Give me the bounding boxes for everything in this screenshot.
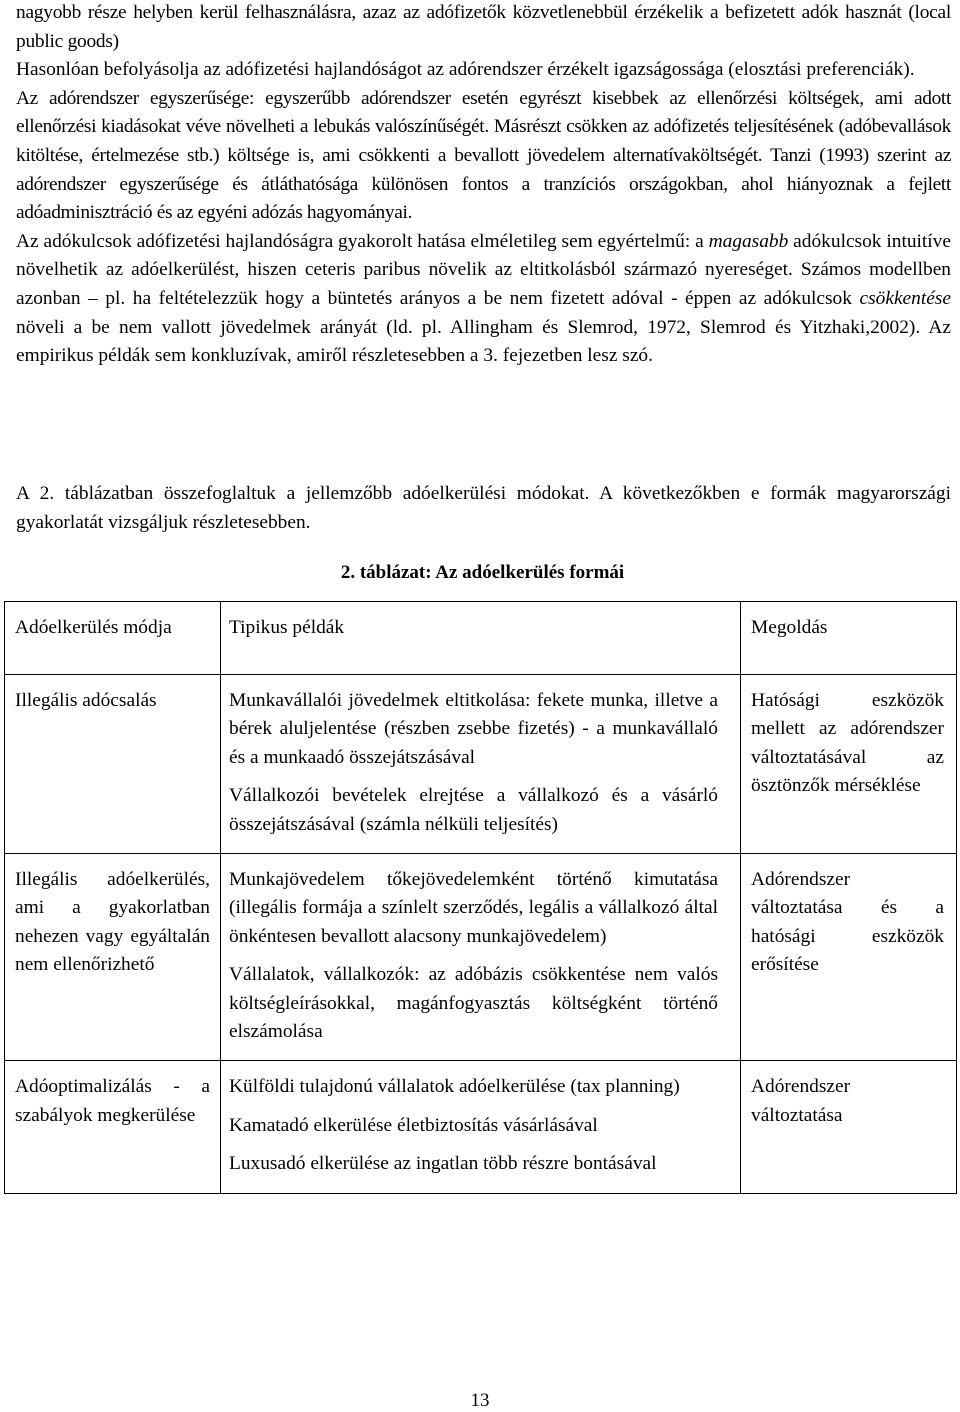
table-cell-mode [5,854,221,1061]
body-text-intro [16,480,951,537]
cell-text: Vállalatok, vállalkozók: az adóbázis csökkentése nem valós költségleírásokkal, magánfogyasztás költségként történő elszámolása [229,964,718,1043]
cell-text: Adórendszer változtatása [751,1076,851,1126]
table-cell-examples [221,675,741,854]
header-cell: Tipikus példák [221,602,741,675]
table-row [5,1061,957,1193]
cell-text: Luxusadó elkerülése az ingatlan több részre bontásával [229,1153,657,1175]
table-cell-solution [741,675,957,854]
cell-text: Illegális adócsalás [15,690,157,711]
table-cell-mode [5,1061,221,1193]
cell-text: Vállalkozói bevételek elrejtése a vállalkozó és a vásárló összejátszásával (számla nélküli teljesítés) [229,785,718,835]
paragraph: nagyobb része helyben kerül felhasználásra, azaz az adófizetők közvetlenebbül érzékelik a befizetett adók hasznát (local public goods) [16,2,951,52]
paragraph: Az adórendszer egyszerűsége: egyszerűbb adórendszer esetén egyrészt kisebbek az ellenőrzési költségek, ami adott ellenőrzési kiadásokat véve növelheti a lebukás valószínűségét. Másrészt csökken az adófizetés teljesítésének (adóbevallások kitöltése, értelmezése stb.) költsége is, ami csökkenti a bevallott jövedelem alternatívaköltségét. Tanzi (1993) szerint az adórendszer egyszerűsége és átláthatósága különösen fontos a tranzíciós országokban, ahol hiányoznak a fejlett adóadminisztráció és az egyéni adózás hagyományai. [16,87,951,224]
text-run: adókulcsok intuitíve növelhetik az adóelkerülést, hiszen ceteris paribus növelik az eltitkolásból származó nyereséget. Számos modellben azonban – pl. ha feltételezzük hogy a büntetés arányos a be nem fizetett adóval - éppen az adókulcsok [16,230,951,309]
table-cell-examples [221,854,741,1061]
paragraph-tax-rates [16,228,951,371]
cell-text: Illegális adóelkerülés, ami a gyakorlatban nehezen vagy egyáltalán nem ellenőrizhető [15,869,210,976]
table-cell-solution [741,1061,957,1193]
cell-text: Munkavállalói jövedelmek eltitkolása: fekete munka, illetve a bérek aluljelentése (részben zsebbe fizetés) - a munkavállaló és a munkaadó összejátszásával [229,690,718,768]
paragraph: A 2. táblázatban összefoglaltuk a jellemzőbb adóelkerülési módokat. A következőkben e formák magyarországi gyakorlatát vizsgáljuk részletesebben. [16,483,951,533]
cell-text: Külföldi tulajdonú vállalatok adóelkerülése (tax planning) [229,1076,680,1098]
table-cell-solution [741,854,957,1061]
table-header-row [5,602,957,675]
evasion-table [4,601,957,1194]
cell-text: Adórendszer változtatása és a hatósági eszközök erősítése [751,869,944,976]
paragraph: Hasonlóan befolyásolja az adófizetési hajlandóságot az adórendszer érzékelt igazságossága (elosztási preferenciák). [16,59,915,81]
cell-text: Hatósági eszközök mellett az adórendszer változtatásával az ösztönzők mérséklése [751,690,944,797]
body-text-top [16,0,951,371]
cell-text: Kamatadó elkerülése életbiztosítás vásárlásával [229,1114,598,1136]
table-cell-examples [221,1061,741,1193]
text-run: növeli a be nem vallott jövedelmek arányát (ld. pl. Allingham és Slemrod, 1972, Slemrod és Yitzhaki,2002). Az empirikus példák sem konkluzívak, amiről részletesebben a 3. fejezetben lesz szó. [16,316,951,367]
emphasis: csökkentése [859,287,951,309]
table-row [5,854,957,1061]
page-number: 13 [470,1390,490,1411]
caption-text: 2. táblázat: Az adóelkerülés formái [340,562,625,583]
emphasis: magasabb [708,230,789,252]
header-cell: Megoldás [741,602,957,675]
cell-text: Adóoptimalizálás - a szabályok megkerülése [15,1076,210,1126]
header-cell: Adóelkerülés módja [5,602,221,675]
text-run: Az adókulcsok adófizetési hajlandóságra gyakorolt hatása elméletileg sem egyértelmű: a [16,230,709,252]
cell-text: Munkajövedelem tőkejövedelemként történő kimutatása (illegális formája a színlelt szerződés, legális a vállalkozó által önkéntesen bevallott alacsony munkajövedelem) [229,869,718,947]
table-caption [16,562,951,584]
table-row [5,675,957,854]
table-cell-mode [5,675,221,854]
